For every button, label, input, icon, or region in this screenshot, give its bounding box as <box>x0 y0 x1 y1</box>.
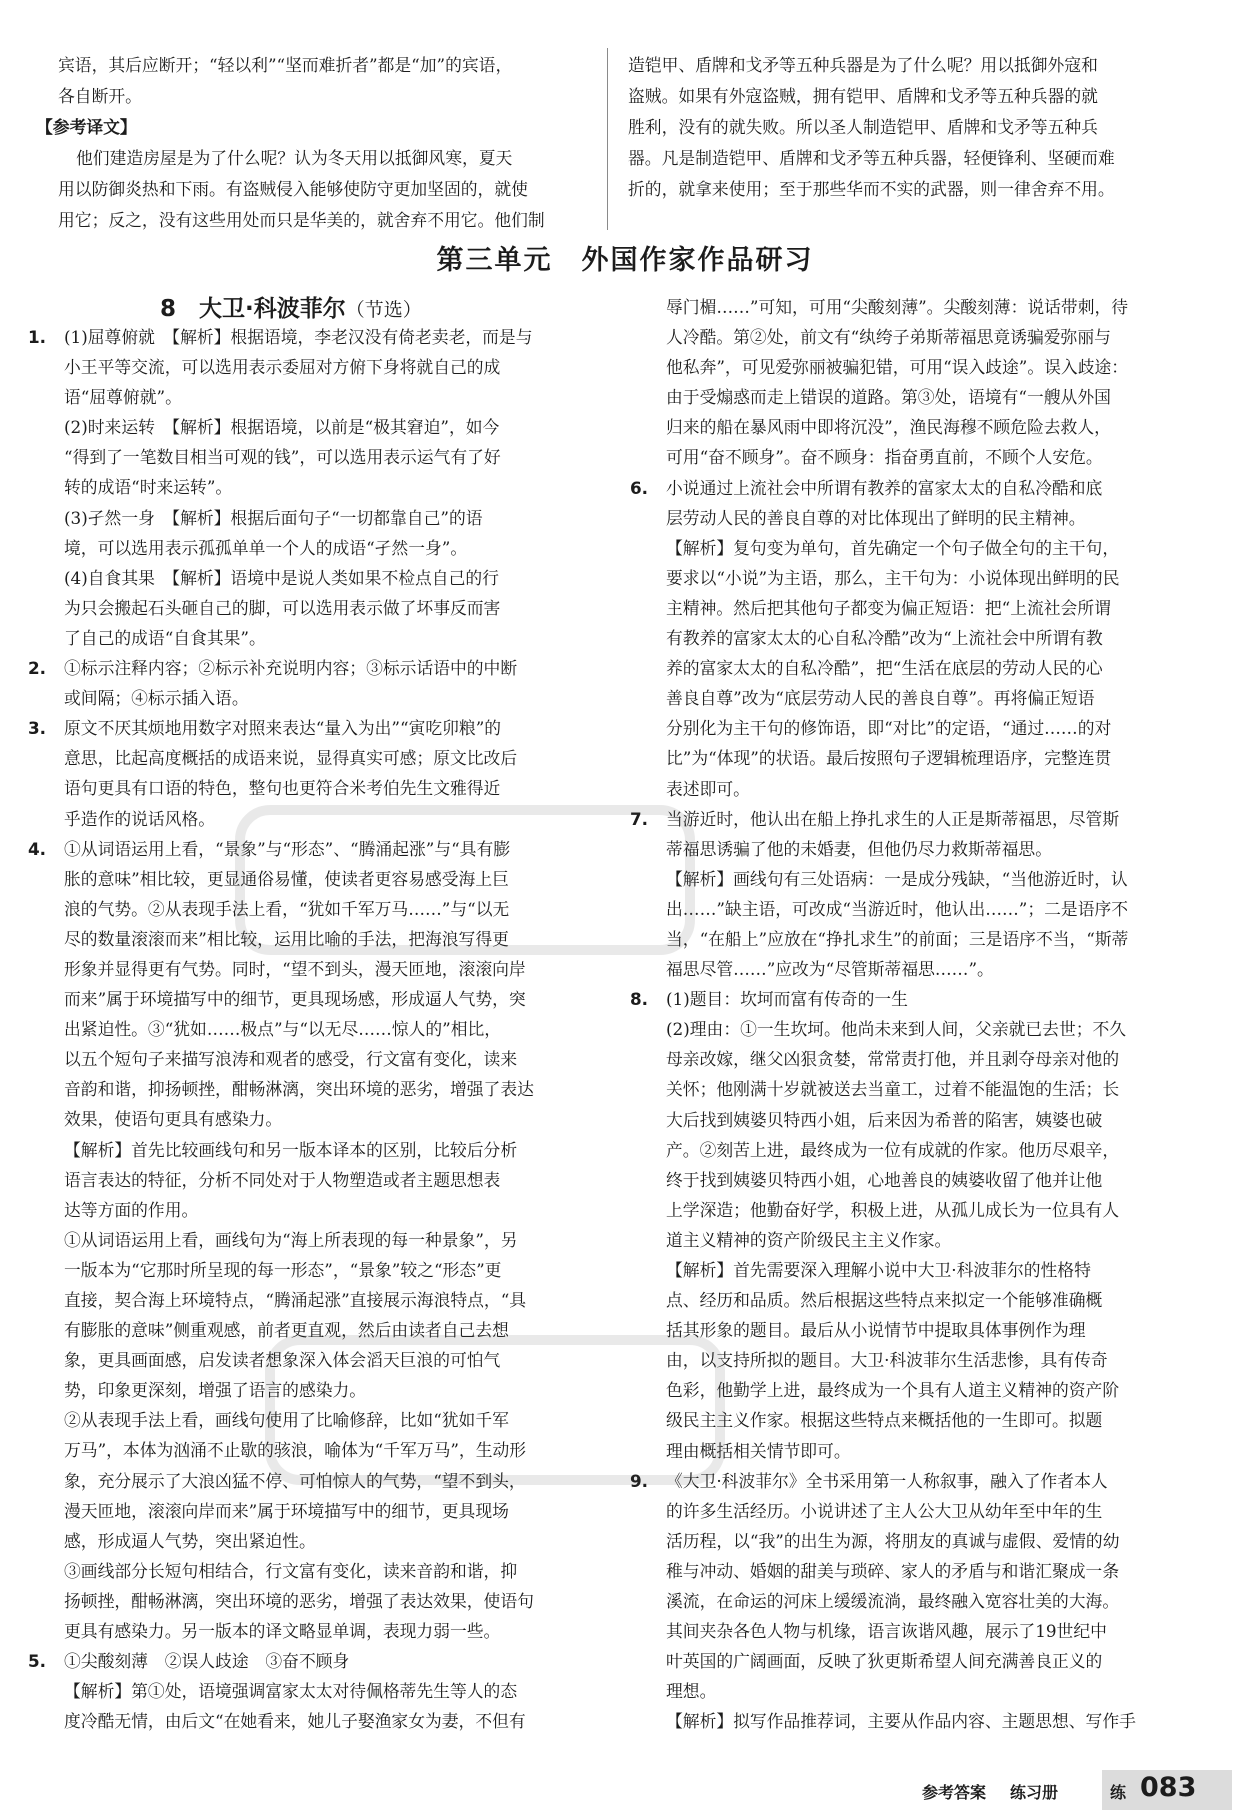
answer-text: 关怀；他刚满十岁就被送去当童工，过着不能温饱的生活；长 <box>666 1079 1120 1100</box>
answer-line <box>28 1345 588 1375</box>
answer-line <box>630 1044 1190 1074</box>
answer-text: 【解析】画线句有三处语病：一是成分残缺，“当他游近时，认 <box>666 868 1128 889</box>
answer-line <box>28 1135 588 1165</box>
answer-line <box>630 1285 1190 1315</box>
lesson-title-sub: （节选） <box>345 299 422 321</box>
answer-text: 母亲改嫁，继父凶狠贪婪，常常责打他，并且剥夺母亲对他的 <box>666 1049 1120 1070</box>
answer-text: 而来”属于环境描写中的细节，更具现场感，形成逼人气势，突 <box>64 989 526 1010</box>
answer-line <box>28 683 588 713</box>
answer-text: (1)屈尊俯就 【解析】根据语境，李老汉没有倚老卖老，而是与 <box>64 327 533 347</box>
answer-text: 【解析】第①处，语境强调富家太太对待佩格蒂先生等人的态 <box>64 1681 518 1702</box>
answer-text: 人冷酷。第②处，前文有“纨绔子弟斯蒂福思竟诱骗爱弥丽与 <box>666 327 1111 348</box>
question-number: 3. <box>28 718 47 739</box>
answer-line <box>28 1165 588 1195</box>
answer-line <box>630 503 1190 533</box>
answer-text: 叶英国的广阔画面，反映了狄更斯希望人间充满善良正义的 <box>666 1651 1103 1672</box>
answer-text: 当游近时，他认出在船上挣扎求生的人正是斯蒂福思，尽管斯 <box>666 808 1120 829</box>
question-number: 1. <box>28 327 47 347</box>
answer-text: 扬顿挫，酣畅淋漓，突出环境的恶劣，增强了表达效果，使语句 <box>64 1590 534 1611</box>
lesson-title-main: 8 大卫·科波菲尔 <box>160 296 346 322</box>
reference-translation-heading: 【参考译文】 <box>36 117 137 137</box>
answer-line <box>630 1405 1190 1435</box>
answer-line <box>28 593 588 623</box>
answer-text: 分别化为主干句的修饰语，即“对比”的定语，“通过……的对 <box>666 718 1112 739</box>
top-left-column <box>36 50 586 236</box>
answer-line <box>630 1315 1190 1345</box>
answer-line <box>630 743 1190 773</box>
answer-text: 胀的意味”相比较，更显通俗易懂，使读者更容易感受海上巨 <box>64 868 509 889</box>
answer-text: 形象并显得更有气势。同时，“望不到头，漫天匝地，滚滚向岸 <box>64 958 526 979</box>
answer-line <box>630 984 1190 1014</box>
answer-line <box>630 1255 1190 1285</box>
answer-text: 括其形象的题目。最后从小说情节中提取具体事例作为理 <box>666 1320 1086 1341</box>
answer-text: 福思尽管……”应改为“尽管斯蒂福思……”。 <box>666 959 994 980</box>
answer-line <box>630 473 1190 503</box>
answer-line <box>630 1436 1190 1466</box>
answer-text: 道主义精神的资产阶级民主主义作家。 <box>666 1229 952 1250</box>
answer-text: 语言表达的特征，分析不同处对于人物塑造或者主题思想表 <box>64 1169 501 1190</box>
answer-text: 的许多生活经历。小说讲述了主人公大卫从幼年至中年的生 <box>666 1500 1103 1521</box>
answer-text: 稚与冲动、婚姻的甜美与琐碎、家人的矛盾与和谐汇聚成一条 <box>666 1560 1120 1581</box>
answer-line <box>630 1375 1190 1405</box>
answer-text: (2)理由：①一生坎坷。他尚未来到人间，父亲就已去世；不久 <box>666 1019 1127 1040</box>
question-number: 4. <box>28 838 47 859</box>
answer-line <box>630 1676 1190 1706</box>
answer-text: 有膨胀的意味”侧重观感，前者更直观，然后由读者自己去想 <box>64 1320 509 1341</box>
answer-text: 【解析】首先比较画线句和另一版本译本的区别，比较后分析 <box>64 1139 518 1160</box>
answer-text: 可用“奋不顾身”。奋不顾身：指奋勇直前，不顾个人安危。 <box>666 447 1103 468</box>
answer-line <box>28 1104 588 1134</box>
answer-line <box>630 1616 1190 1646</box>
answer-text: 出紧迫性。③“犹如……极点”与“以无尽……惊人的”相比， <box>64 1019 502 1040</box>
answer-line <box>28 352 588 382</box>
footer-answers-label: 参考答案 <box>922 1783 987 1802</box>
answer-text: 转的成语“时来运转”。 <box>64 477 233 498</box>
text-line: 造铠甲、盾牌和戈矛等五种兵器是为了什么呢？用以抵御外寇和 <box>628 55 1098 75</box>
answer-line <box>630 774 1190 804</box>
answer-text: 色彩，他勤学上进，最终成为一个具有人道主义精神的资产阶 <box>666 1380 1120 1401</box>
text-line: 折的，就拿来使用；至于那些华而不实的武器，则一律舍弃不用。 <box>628 179 1115 199</box>
text-line: 宾语，其后应断开；“轻以利”“坚而难折者”都是“加”的宾语， <box>58 55 513 75</box>
answer-text: ①从词语运用上看，“景象”与“形态”、“腾涌起涨”与“具有膨 <box>64 838 511 859</box>
answer-text: 由于受煽惑而走上错误的道路。第③处，语境有“一艘从外国 <box>666 387 1111 408</box>
answer-text: 或间隔；④标示插入语。 <box>64 688 249 709</box>
answer-line <box>630 894 1190 924</box>
answer-text: 养的富家太太的自私冷酷”，把“生活在底层的劳动人民的心 <box>666 658 1103 679</box>
answer-line <box>28 1225 588 1255</box>
answer-line <box>28 773 588 803</box>
answer-text: 尽的数量滚滚而来”相比较，运用比喻的手法，把海浪写得更 <box>64 928 509 949</box>
answer-text: 理由概括相关情节即可。 <box>666 1440 851 1461</box>
question-number: 8. <box>630 989 649 1010</box>
text-line: 他们建造房屋是为了什么呢？认为冬天用以抵御风寒，夏天 <box>76 148 513 168</box>
answer-text: (2)时来运转 【解析】根据语境，以前是“极其窘迫”，如今 <box>64 417 500 438</box>
answer-text: 原文不厌其烦地用数字对照来表达“量入为出”“寅吃卯粮”的 <box>64 718 502 739</box>
answer-text: 点、经历和品质。然后根据这些特点来拟定一个能够准确概 <box>666 1290 1103 1311</box>
question-number: 9. <box>630 1470 649 1491</box>
question-number: 2. <box>28 658 47 679</box>
footer-tag: 练 <box>1110 1783 1127 1802</box>
answer-text: 度冷酷无情，由后文“在她看来，她儿子娶渔家女为妻，不但有 <box>64 1711 526 1732</box>
page-number: 083 <box>1140 1772 1197 1803</box>
answer-text: 漫天匝地，滚滚向岸而来”属于环境描写中的细节，更具现场 <box>64 1500 509 1521</box>
answer-text: ①从词语运用上看，画线句为“海上所表现的每一种景象”，另 <box>64 1229 518 1250</box>
answer-text: (4)自食其果 【解析】语境中是说人类如果不检点自己的行 <box>64 567 499 588</box>
answer-text: 级民主主义作家。根据这些特点来概括他的一生即可。拟题 <box>666 1410 1103 1431</box>
answer-text: 要求以“小说”为主语，那么，主干句为：小说体现出鲜明的民 <box>666 567 1120 588</box>
answer-text: 境，可以选用表示孤孤单单一个人的成语“孑然一身”。 <box>64 537 468 558</box>
answer-line <box>28 894 588 924</box>
answer-text: 浪的气势。②从表现手法上看，“犹如千军万马……”与“以无 <box>64 898 510 919</box>
answer-line <box>630 1586 1190 1616</box>
answer-text: 势，印象更深刻，增强了语言的感染力。 <box>64 1380 367 1401</box>
answer-line <box>28 924 588 954</box>
answer-text: 大后找到姨婆贝特西小姐，后来因为希普的陷害，姨婆也破 <box>666 1109 1103 1130</box>
answer-line <box>630 1496 1190 1526</box>
lesson-title <box>160 290 422 323</box>
answer-line <box>28 1496 588 1526</box>
answer-line <box>28 1315 588 1345</box>
answer-text: 万马”，本体为汹涌不止歇的骇浪，喻体为“千军万马”，生动形 <box>64 1440 527 1461</box>
answer-line <box>630 1074 1190 1104</box>
answer-line <box>28 864 588 894</box>
answer-text: 以五个短句子来描写浪涛和观者的感受，行文富有变化，读来 <box>64 1049 518 1070</box>
answer-line <box>28 322 588 352</box>
answer-line <box>630 1706 1190 1736</box>
answer-text: 其间夹杂各色人物与机缘，语言诙谐风趣，展示了19世纪中 <box>666 1621 1107 1642</box>
text-line: 用以防御炎热和下雨。有盗贼侵入能够使防守更加坚固的，就使 <box>58 179 528 199</box>
answer-line <box>28 412 588 442</box>
answer-line <box>28 472 588 502</box>
answer-text: ①尖酸刻薄 ②误人歧途 ③奋不顾身 <box>64 1651 350 1672</box>
answer-line <box>28 1074 588 1104</box>
answer-line <box>630 1526 1190 1556</box>
answer-line <box>28 954 588 984</box>
answer-line <box>630 533 1190 563</box>
footer-workbook-label: 练习册 <box>1010 1783 1059 1802</box>
answer-text: 活历程，以“我”的出生为源，将朋友的真诚与虚假、爱情的幼 <box>666 1530 1120 1551</box>
answer-line <box>630 412 1190 442</box>
answer-text: 蒂福思诱骗了他的未婚妻，但他仍尽力救斯蒂福思。 <box>666 838 1052 859</box>
answer-line <box>28 713 588 743</box>
answer-text: 辱门楣……”可知，可用“尖酸刻薄”。尖酸刻薄：说话带刺，待 <box>666 297 1129 317</box>
answer-line <box>630 713 1190 743</box>
answer-line <box>630 382 1190 412</box>
left-answer-column <box>28 322 588 1736</box>
answer-line <box>630 954 1190 984</box>
answer-line <box>630 1014 1190 1044</box>
answer-text: 效果，使语句更具有感染力。 <box>64 1109 283 1130</box>
answer-line <box>28 1195 588 1225</box>
answer-text: 《大卫·科波菲尔》全书采用第一人称叙事，融入了作者本人 <box>666 1470 1108 1491</box>
answer-line <box>630 1105 1190 1135</box>
answer-text: 由，以支持所拟的题目。大卫·科波菲尔生活悲惨，具有传奇 <box>666 1350 1108 1371</box>
answer-line <box>28 382 588 412</box>
answer-line <box>630 1225 1190 1255</box>
answer-text: 归来的船在暴风雨中即将沉没”，渔民海穆不顾危险去救人， <box>666 417 1111 438</box>
answer-line <box>630 1556 1190 1586</box>
top-right-column <box>628 50 1190 205</box>
answer-text: 小王平等交流，可以选用表示委屈对方俯下身将就自己的成 <box>64 357 501 378</box>
answer-text: 比”为“体现”的状语。最后按照句子逻辑梳理语序，完整连贯 <box>666 748 1112 769</box>
answer-text: 语句更具有口语的特色，整句也更符合米考伯先生文雅得近 <box>64 778 501 799</box>
answer-text: 他私奔”，可见爱弥丽被骗犯错，可用“误入歧途”。误入歧途： <box>666 357 1129 378</box>
answer-line <box>28 743 588 773</box>
answer-text: 出……”缺主语，可改成“当游近时，他认出……”；二是语序不 <box>666 898 1129 919</box>
answer-text: 象，充分展示了大浪凶猛不停、可怕惊人的气势，“望不到头， <box>64 1470 526 1491</box>
text-line: 胜利，没有的就失败。所以圣人制造铠甲、盾牌和戈矛等五种兵 <box>628 117 1098 137</box>
answer-text: 意思，比起高度概括的成语来说，显得真实可感；原文比改后 <box>64 748 518 769</box>
answer-text: 更具有感染力。另一版本的译文略显单调，表现力弱一些。 <box>64 1621 501 1642</box>
text-line: 器。凡是制造铠甲、盾牌和戈矛等五种兵器，轻便锋利、坚硬而难 <box>628 148 1115 168</box>
answer-line <box>28 1375 588 1405</box>
answer-text: ③画线部分长短句相结合，行文富有变化，读来音韵和谐，抑 <box>64 1560 518 1581</box>
answer-text: 理想。 <box>666 1681 717 1702</box>
answer-text: 终于找到姨婆贝特西小姐，心地善良的姨婆收留了他并让他 <box>666 1169 1103 1190</box>
answer-text: 当，“在船上”应放在“挣扎求生”的前面；三是语序不当，“斯蒂 <box>666 928 1129 949</box>
answer-line <box>630 1466 1190 1496</box>
answer-line <box>28 1676 588 1706</box>
page-number-box <box>1102 1770 1232 1810</box>
answer-line <box>630 653 1190 683</box>
answer-text: ①标示注释内容；②标示补充说明内容；③标示话语中的中断 <box>64 658 518 679</box>
answer-line <box>28 1616 588 1646</box>
answer-text: (1)题目：坎坷而富有传奇的一生 <box>666 989 908 1010</box>
answer-line <box>630 352 1190 382</box>
answer-line <box>28 653 588 683</box>
answer-line <box>28 1405 588 1435</box>
answer-line <box>28 1556 588 1586</box>
answer-text: 【解析】复句变为单句，首先确定一个句子做全句的主干句， <box>666 537 1120 558</box>
answer-line <box>28 1586 588 1616</box>
answer-text: 善良自尊”改为“底层劳动人民的善良自尊”。再将偏正短语 <box>666 688 1095 709</box>
answer-line <box>630 834 1190 864</box>
column-divider <box>607 48 608 230</box>
answer-text: 小说通过上流社会中所谓有教养的富家太太的自私冷酷和底 <box>666 477 1103 498</box>
answer-text: 有教养的富家太太的心自私冷酷”改为“上流社会中所谓有教 <box>666 628 1103 649</box>
answer-text: “得到了一笔数目相当可观的钱”，可以选用表示运气有了好 <box>64 447 501 468</box>
answer-line <box>28 1526 588 1556</box>
answer-line <box>28 1255 588 1285</box>
question-number: 6. <box>630 477 649 498</box>
answer-text: (3)孑然一身 【解析】根据后面句子“一切都靠自己”的语 <box>64 507 483 528</box>
answer-line <box>28 1706 588 1736</box>
answer-text: 感，形成逼人气势，突出紧迫性。 <box>64 1530 316 1551</box>
answer-line <box>28 1646 588 1676</box>
text-line: 各自断开。 <box>58 86 142 106</box>
answer-line <box>630 1195 1190 1225</box>
answer-text: 【解析】拟写作品推荐词，主要从作品内容、主题思想、写作手 <box>666 1711 1136 1732</box>
answer-text: 上学深造；他勤奋好学，积极上进，从孤儿成长为一位具有人 <box>666 1199 1120 1220</box>
answer-text: 一版本为“它那时所呈现的每一形态”，“景象”较之“形态”更 <box>64 1259 502 1280</box>
answer-text: 为只会搬起石头砸自己的脚，可以选用表示做了坏事反而害 <box>64 597 501 618</box>
answer-line <box>28 1044 588 1074</box>
answer-line <box>28 984 588 1014</box>
answer-line <box>630 924 1190 954</box>
answer-line <box>28 804 588 834</box>
answer-line <box>28 533 588 563</box>
answer-line <box>630 442 1190 472</box>
unit-title: 第三单元 外国作家作品研习 <box>436 245 814 276</box>
question-number: 5. <box>28 1651 47 1672</box>
answer-text: 【解析】首先需要深入理解小说中大卫·科波菲尔的性格特 <box>666 1260 1091 1280</box>
answer-line <box>28 1014 588 1044</box>
answer-text: 象，更具画面感，启发读者想象深入体会滔天巨浪的可怕气 <box>64 1350 501 1371</box>
answer-text: 语“屈尊俯就”。 <box>64 387 182 408</box>
text-line: 用它；反之，没有这些用处而只是华美的，就舍弃不用它。他们制 <box>58 210 545 230</box>
answer-text: 达等方面的作用。 <box>64 1199 199 1220</box>
answer-line <box>630 563 1190 593</box>
answer-line <box>630 683 1190 713</box>
right-answer-column <box>630 292 1190 1737</box>
answer-text: 表述即可。 <box>666 778 750 799</box>
answer-text: 溪流，在命运的河床上缓缓流淌，最终融入宽容壮美的大海。 <box>666 1591 1120 1612</box>
answer-line <box>28 1466 588 1496</box>
answer-text: 音韵和谐，抑扬顿挫，酣畅淋漓，突出环境的恶劣，增强了表达 <box>64 1079 534 1100</box>
answer-text: 直接，契合海上环境特点，“腾涌起涨”直接展示海浪特点，“具 <box>64 1290 527 1310</box>
answer-text: 了自己的成语“自食其果”。 <box>64 627 266 648</box>
answer-text: 乎造作的说话风格。 <box>64 808 216 829</box>
answer-line <box>28 1285 588 1315</box>
text-line: 盗贼。如果有外寇盗贼，拥有铠甲、盾牌和戈矛等五种兵器的就 <box>628 86 1098 106</box>
answer-line <box>630 1345 1190 1375</box>
answer-line <box>630 292 1190 322</box>
answer-text: 层劳动人民的善良自尊的对比体现出了鲜明的民主精神。 <box>666 507 1086 528</box>
answer-line <box>28 1435 588 1465</box>
answer-line <box>630 593 1190 623</box>
answer-line <box>630 1165 1190 1195</box>
answer-line <box>630 804 1190 834</box>
answer-line <box>630 322 1190 352</box>
answer-line <box>28 834 588 864</box>
question-number: 7. <box>630 808 649 829</box>
answer-line <box>28 442 588 472</box>
answer-line <box>28 563 588 593</box>
answer-text: 产。②刻苦上进，最终成为一位有成就的作家。他历尽艰辛， <box>666 1139 1120 1160</box>
answer-text: ②从表现手法上看，画线句使用了比喻修辞，比如“犹如千军 <box>64 1410 509 1431</box>
answer-line <box>630 864 1190 894</box>
answer-text: 主精神。然后把其他句子都变为偏正短语：把“上流社会所谓 <box>666 597 1111 618</box>
answer-line <box>630 1135 1190 1165</box>
answer-line <box>630 1646 1190 1676</box>
answer-line <box>630 623 1190 653</box>
answer-line <box>28 503 588 533</box>
answer-line <box>28 623 588 653</box>
page-footer <box>0 1770 1250 1810</box>
